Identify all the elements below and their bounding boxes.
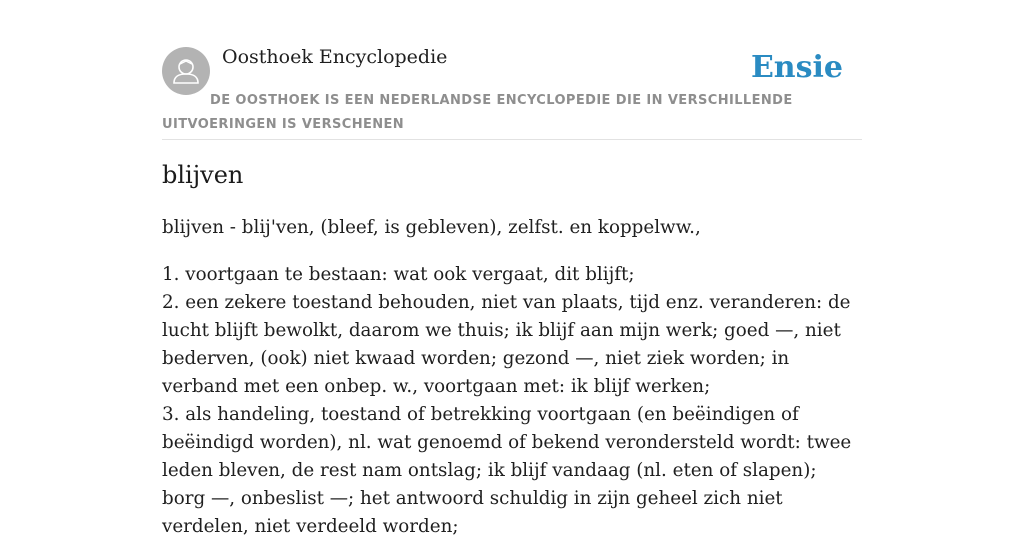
site-header <box>162 0 862 140</box>
definition-item: 2. een zekere toestand behouden, niet van plaats, tijd enz. veranderen: de lucht blijft bewolkt, daarom we thuis; ik blijf aan mijn werk; goed —, niet bederven, (ook) niet kwaad worden; gezond —, niet ziek worden; in verband met een onbep. w., voortgaan met: ik blijf werken; <box>162 292 851 397</box>
definition-list <box>162 261 862 541</box>
definition-item: 1. voortgaan te bestaan: wat ook vergaat, dit blijft; <box>162 264 635 285</box>
source-title[interactable]: Oosthoek Encyclopedie <box>222 46 448 68</box>
entry-body <box>162 214 862 541</box>
user-avatar-icon[interactable] <box>162 47 210 95</box>
entry-headline: blijven - blij'ven, (bleef, is gebleven), zelfst. en koppelww., <box>162 217 701 238</box>
entry-title: blijven <box>162 161 244 189</box>
source-description: DE OOSTHOEK IS EEN NEDERLANDSE ENCYCLOPEDIE DIE IN VERSCHILLENDE UITVOERINGEN IS VERSCHENEN <box>162 93 793 132</box>
page-container <box>162 0 862 537</box>
avatar-silhouette <box>162 47 210 95</box>
brand-logo[interactable]: Ensie <box>750 50 843 85</box>
definition-item: 3. als handeling, toestand of betrekking voortgaan (en beëindigen of beëindigd worden), nl. wat genoemd of bekend verondersteld wordt: twee leden bleven, de rest nam ontslag; ik blijf vandaag (nl. eten of slapen); borg —, onbeslist —; het antwoord schuldig in zijn geheel zich niet verdelen, niet verdeeld worden; <box>162 404 852 537</box>
